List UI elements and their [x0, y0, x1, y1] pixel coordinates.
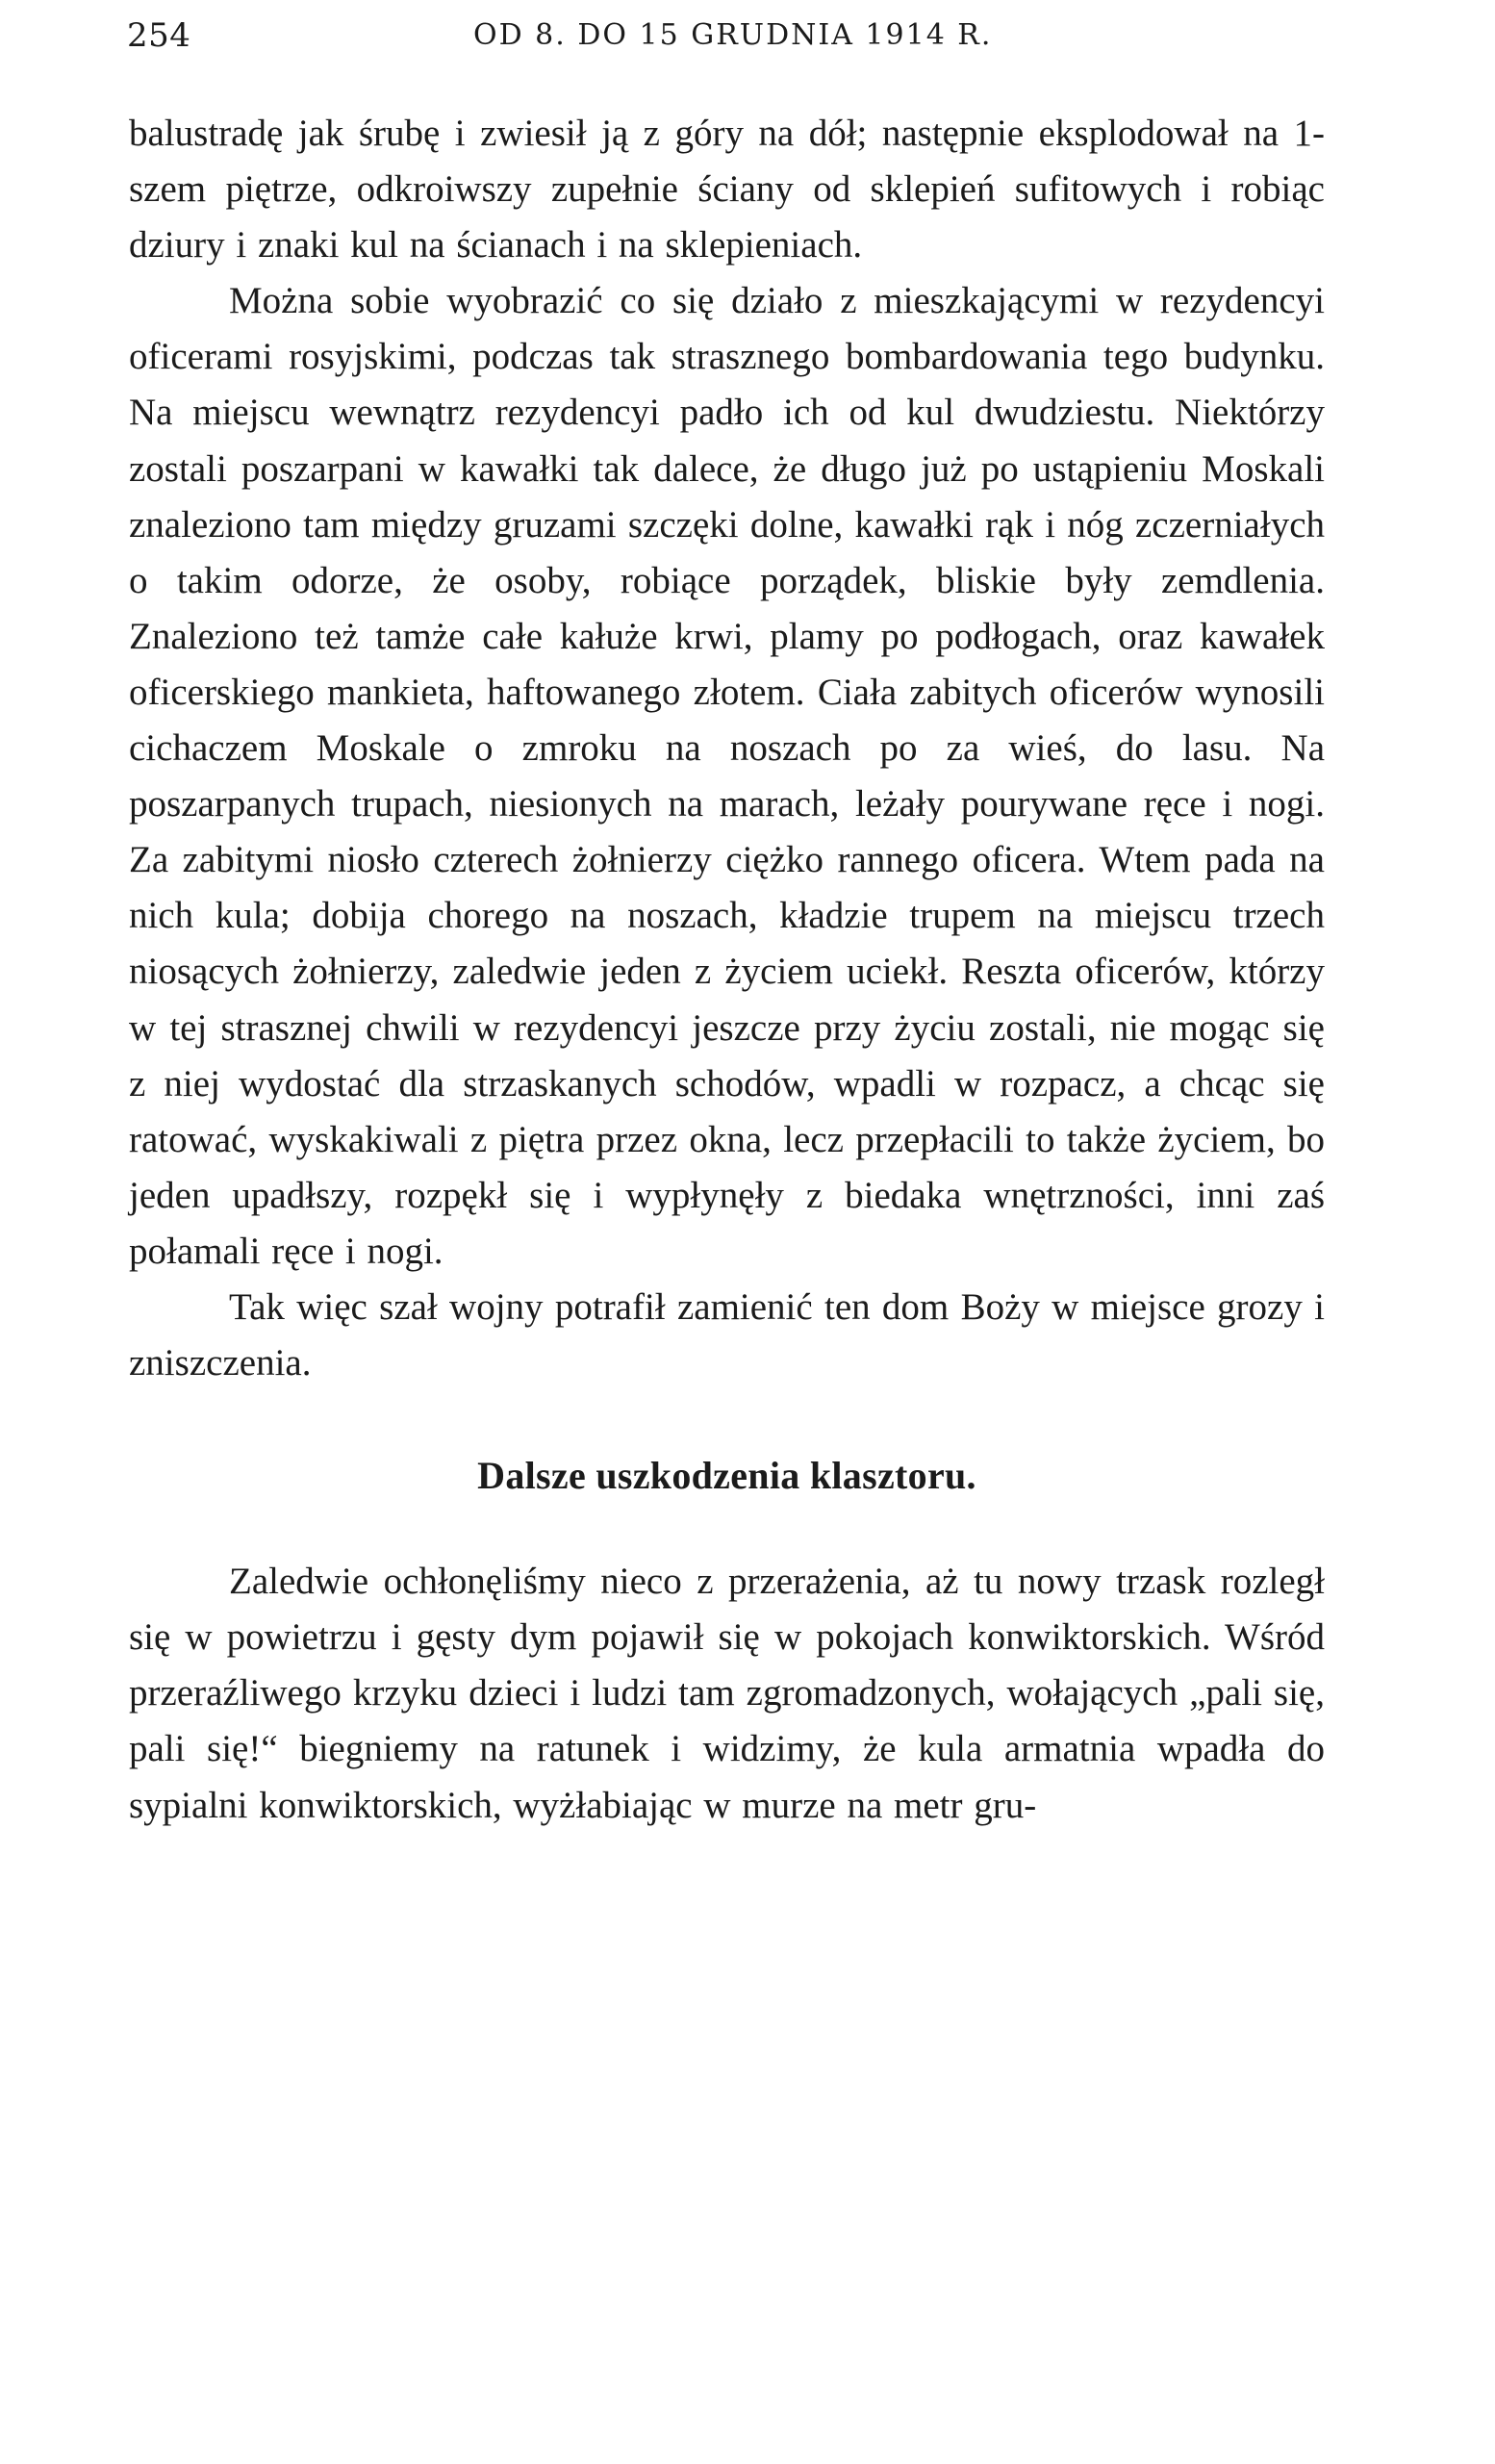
- page-number: 254: [127, 16, 191, 55]
- paragraph-bombardment: Można sobie wyobrazić co się działo z mieszkającymi w rezydencyi oficerami rosyjskimi, podczas tak strasznego bombardowania tego budynku. Na miejscu wewnątrz rezydencyi padło ich od kul dwudziestu. Niektórzy zostali poszarpani w kawałki tak dalece, że długo już po ustąpieniu Moskali znaleziono tam między gruzami szczęki dolne, kawałki rąk i nóg zczerniałych o takim odorze, że osoby, robiące porządek, bliskie były zemdlenia. Znaleziono też tamże całe kałuże krwi, plamy po podłogach, oraz kawałek oficerskiego mankieta, haftowanego złotem. Ciała zabitych oficerów wynosili cichaczem Moskale o zmroku na noszach po za wieś, do lasu. Na poszarpanych trupach, niesionych na marach, leżały pourywane ręce i nogi. Za zabitymi niosło czterech żołnierzy ciężko rannego oficera. Wtem pada na nich kula; dobija chorego na noszach, kładzie trupem na miejscu trzech niosących żołnierzy, zaledwie jeden z życiem uciekł. Reszta oficerów, którzy w tej strasznej chwili w rezydencyi jeszcze przy życiu zostali, nie mogąc się z niej wydostać dla strzaskanych schodów, wpadli w rozpacz, a chcąc się ratować, wyskakiwali z piętra przez okna, lecz przepłacili to także życiem, bo jeden upadłszy, rozpękł się i wypłynęły z biedaka wnętrzności, inni zaś połamali ręce i nogi.: [129, 280, 1325, 1272]
- paragraph-conclusion: Tak więc szał wojny potrafił zamienić ten dom Boży w miejsce grozy i zniszczenia.: [129, 1285, 1325, 1384]
- running-title: OD 8. DO 15 GRUDNIA 1914 R.: [473, 18, 993, 52]
- paragraph-section-start: Zaledwie ochłonęliśmy nieco z przerażenia, aż tu nowy trzask rozległ się w powietrzu i gęsty dym pojawił się w pokojach konwiktorskich. Wśród przeraźliwego krzyku dzieci i ludzi tam zgromadzonych, wołających „pali się, pali się!“ biegniemy na ratunek i widzimy, że kula armatnia wpadła do sypialni konwiktorskich, wyżłabiając w murze na metr gru-: [129, 1561, 1325, 1826]
- paragraph-continuation: balustradę jak śrubę i zwiesił ją z góry na dół; następnie eksplodował na 1-szem piętrze, odkroiwszy zupełnie ściany od sklepień sufitowych i robiąc dziury i znaki kul na ścianach i na sklepieniach.: [129, 113, 1325, 267]
- section-heading: Dalsze uszkodzenia klasztoru.: [477, 1454, 976, 1498]
- running-head: [127, 13, 1349, 58]
- body-text: [129, 106, 1325, 1834]
